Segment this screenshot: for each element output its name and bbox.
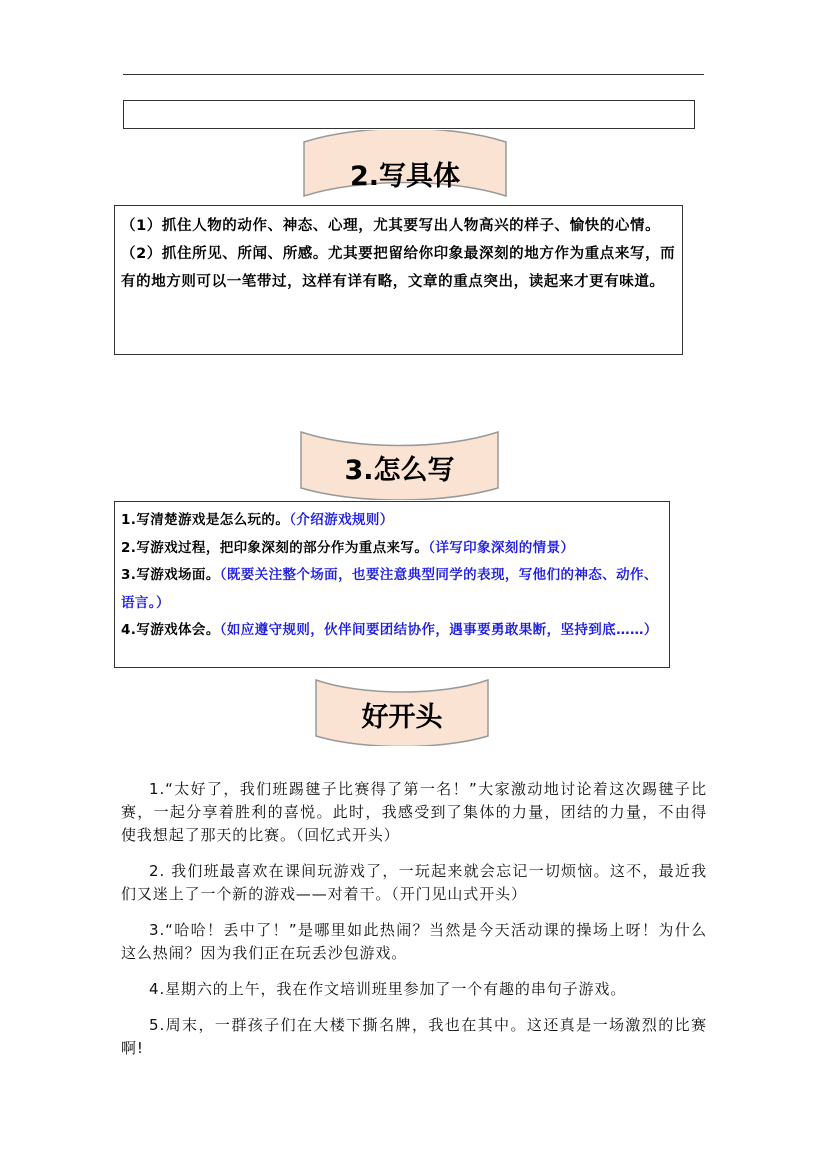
step-text: 4.写游戏体会。 bbox=[121, 622, 220, 638]
example-paragraph: 5.周末，一群孩子们在大楼下撕名牌，我也在其中。这还真是一场激烈的比赛啊! bbox=[121, 1016, 707, 1057]
step-item bbox=[121, 617, 663, 645]
write-specifically-box bbox=[114, 205, 683, 355]
tip-line: （1）抓住人物的动作、神态、心理，尤其要写出人物高兴的样子、愉快的心情。 bbox=[121, 218, 661, 234]
banner-write-specifically bbox=[300, 130, 510, 206]
example-paragraph: 1.“太好了，我们班踢毽子比赛得了第一名！”大家激动地讨论着这次踢毽子比赛，一起分享着胜利的喜悦。此时，我感受到了集体的力量，团结的力量，不由得使我想起了那天的比赛。（回忆式开头） bbox=[121, 780, 707, 844]
opening-examples bbox=[121, 778, 707, 1073]
banner-how-to-write bbox=[297, 428, 502, 500]
section-title: 3.怎么写 bbox=[344, 455, 455, 486]
section-title: 2.写具体 bbox=[349, 161, 461, 192]
tip-line: （2）抓住所见、所闻、所感。尤其要把留给你印象最深刻的地方作为重点来写，而有的地方则可以一笔带过，这样有详有略，文章的重点突出，读起来才更有味道。 bbox=[121, 246, 676, 290]
step-note: （介绍游戏规则） bbox=[289, 512, 394, 528]
example-paragraph: 3.“哈哈！丢中了！”是哪里如此热闹？当然是今天活动课的操场上呀！为什么这么热闹？因为我们正在玩丢沙包游戏。 bbox=[121, 921, 707, 962]
step-text: 2.写游戏过程，把印象深刻的部分作为重点来写。 bbox=[121, 539, 429, 556]
step-item bbox=[121, 535, 663, 563]
step-item bbox=[121, 507, 663, 535]
section-title: 好开头 bbox=[361, 702, 443, 733]
banner-good-openings bbox=[312, 674, 492, 746]
step-note: （如应遵守规则，伙伴间要团结协作，遇事要勇敢果断，坚持到底……） bbox=[219, 622, 658, 638]
header-rule bbox=[123, 74, 704, 75]
step-note: （既要关注整个场面，也要注意典型同学的表现，写他们的神态、动作、语言。） bbox=[121, 567, 658, 611]
example-paragraph: 4.星期六的上午，我在作文培训班里参加了一个有趣的串句子游戏。 bbox=[149, 980, 627, 998]
how-to-write-box bbox=[114, 501, 670, 668]
empty-frame bbox=[123, 100, 695, 129]
step-item bbox=[121, 562, 663, 617]
example-paragraph: 2. 我们班最喜欢在课间玩游戏了，一玩起来就会忘记一切烦恼。这不，最近我们又迷上了一个新的游戏——对着干。（开门见山式开头） bbox=[121, 862, 707, 903]
step-text: 3.写游戏场面。 bbox=[121, 567, 220, 583]
step-note: （详写印象深刻的情景） bbox=[428, 539, 575, 556]
step-text: 1.写清楚游戏是怎么玩的。 bbox=[121, 512, 290, 528]
